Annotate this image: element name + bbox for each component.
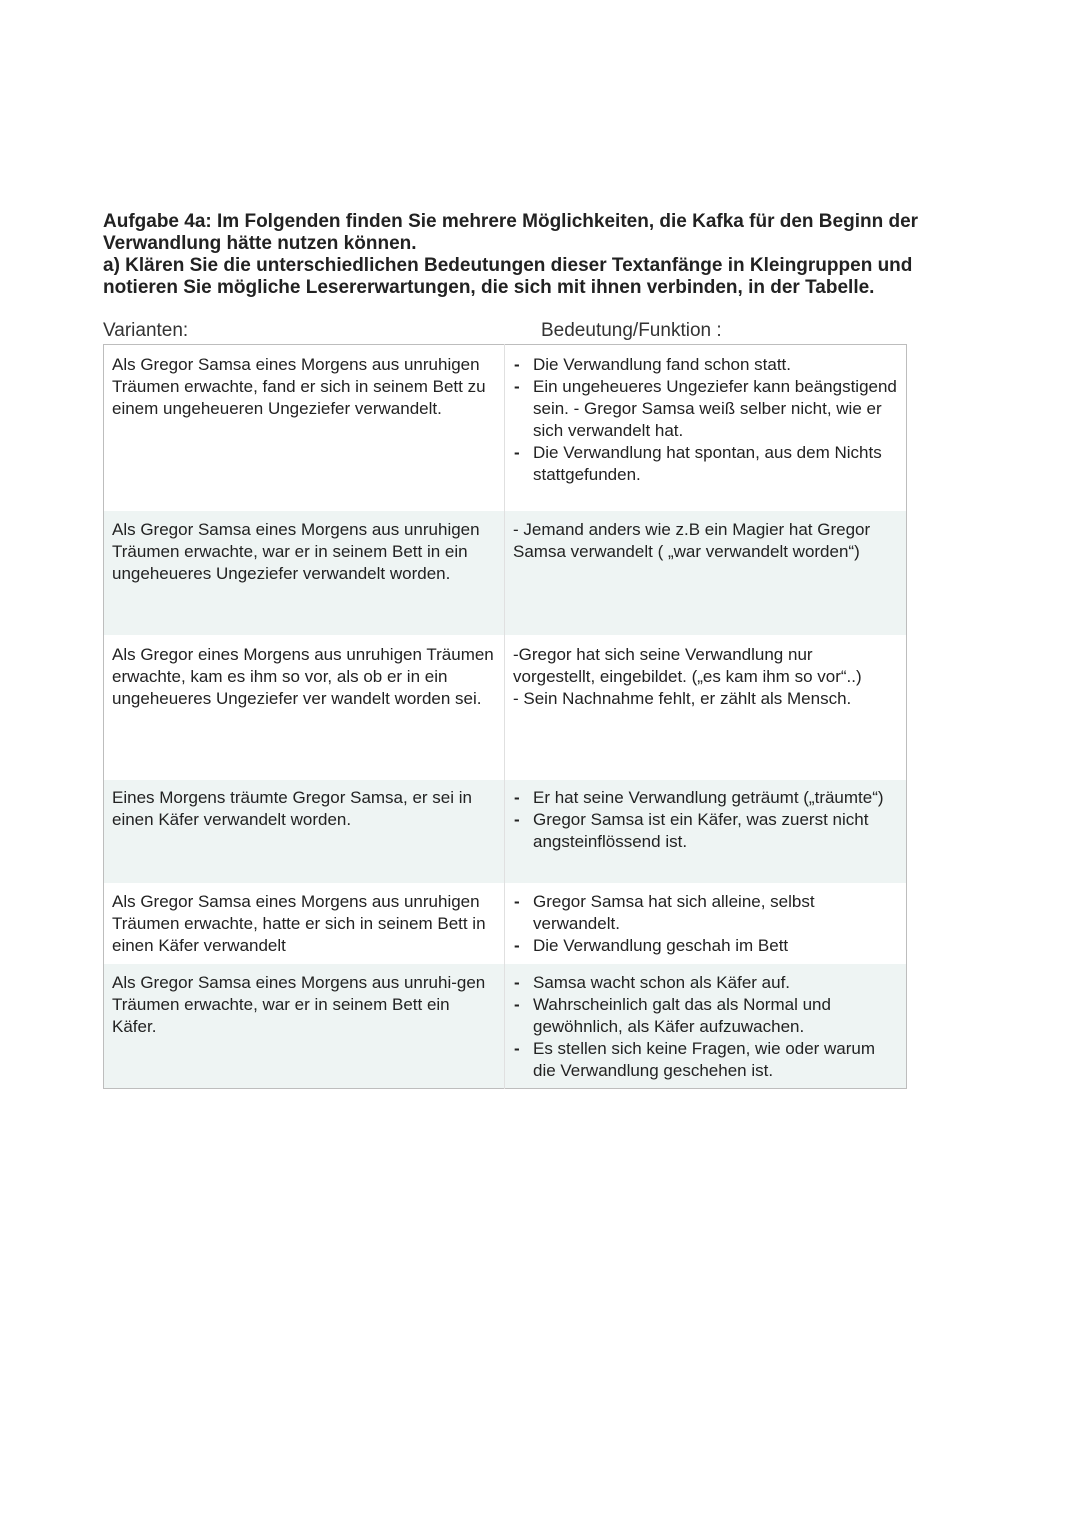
meaning-cell <box>505 780 907 883</box>
variant-cell: Als Gregor Samsa eines Morgens aus unruhigen Träumen erwachte, war er in seinem Bett in ein ungeheueres Ungeziefer verwandelt worden. <box>104 511 505 635</box>
variant-cell: Eines Morgens träumte Gregor Samsa, er sei in einen Käfer verwandelt worden. <box>104 780 505 883</box>
list-item: - Er hat seine Verwandlung geträumt („träumte“) <box>533 787 898 809</box>
meaning-text: - Sein Nachnahme fehlt, er zählt als Mensch. <box>513 688 852 708</box>
list-item: - Gregor Samsa hat sich alleine, selbst verwandelt. <box>533 891 898 935</box>
list-item: - Wahrscheinlich galt das als Normal und gewöhnlich, als Käfer aufzuwachen. <box>533 994 898 1038</box>
meaning-cell <box>505 964 907 1089</box>
meaning-list <box>513 891 898 957</box>
table-row <box>104 345 907 511</box>
list-item: - Die Verwandlung geschah im Bett <box>533 935 898 957</box>
meaning-list <box>513 787 898 853</box>
list-item: - Die Verwandlung fand schon statt. <box>533 354 898 376</box>
meaning-text: -Gregor hat sich seine Verwandlung nur vorgestellt, eingebildet. („es kam ihm so vor“..) <box>513 644 862 686</box>
meaning-text: - Jemand anders wie z.B ein Magier hat Gregor Samsa verwandelt ( „war verwandelt worden“) <box>513 519 871 561</box>
list-item: - Es stellen sich keine Fragen, wie oder warum die Verwandlung geschehen ist. <box>533 1038 898 1082</box>
task-instruction: a) Klären Sie die unterschiedlichen Bedeutungen dieser Textanfänge in Kleingruppen und notieren Sie mögliche Lesererwartungen, die sich mit ihnen verbinden, in der Tabelle. <box>103 255 913 298</box>
variant-cell: Als Gregor Samsa eines Morgens aus unruhigen Träumen erwachte, hatte er sich in seinem Bett in einen Käfer verwandelt <box>104 883 505 964</box>
meaning-list <box>513 354 898 486</box>
list-item: - Die Verwandlung hat spontan, aus dem Nichts stattgefunden. <box>533 442 898 486</box>
task-title: Aufgabe 4a: Im Folgenden finden Sie mehrere Möglichkeiten, die Kafka für den Beginn der Verwandlung hätte nutzen können. <box>103 211 919 254</box>
meaning-cell <box>505 345 907 511</box>
table-row <box>104 511 907 635</box>
list-item: - Ein ungeheueres Ungeziefer kann beängstigend sein. - Gregor Samsa weiß selber nicht, wie er sich verwandelt hat. <box>533 376 898 442</box>
column-header-meaning: Bedeutung/Funktion : <box>541 320 722 341</box>
variant-cell: Als Gregor eines Morgens aus unruhigen Träumen erwachte, kam es ihm so vor, als ob er in ein ungeheueres Ungeziefer ver wandelt worden sei. <box>104 635 505 780</box>
table-row <box>104 883 907 964</box>
meaning-cell <box>505 635 907 780</box>
table-row <box>104 780 907 883</box>
column-header-variants: Varianten: <box>103 320 189 341</box>
list-item: - Samsa wacht schon als Käfer auf. <box>533 972 898 994</box>
meaning-cell <box>505 511 907 635</box>
list-item: - Gregor Samsa ist ein Käfer, was zuerst nicht angsteinflössend ist. <box>533 809 898 853</box>
variant-cell: Als Gregor Samsa eines Morgens aus unruhi-gen Träumen erwachte, war er in seinem Bett ein Käfer. <box>104 964 505 1089</box>
table-row <box>104 964 907 1089</box>
task-heading <box>103 211 983 299</box>
meaning-list <box>513 972 898 1082</box>
table-row <box>104 635 907 780</box>
variants-table <box>103 344 907 1089</box>
variant-cell: Als Gregor Samsa eines Morgens aus unruhigen Träumen erwachte, fand er sich in seinem Bett zu einem ungeheueren Ungeziefer verwandelt. <box>104 345 505 511</box>
meaning-cell <box>505 883 907 964</box>
